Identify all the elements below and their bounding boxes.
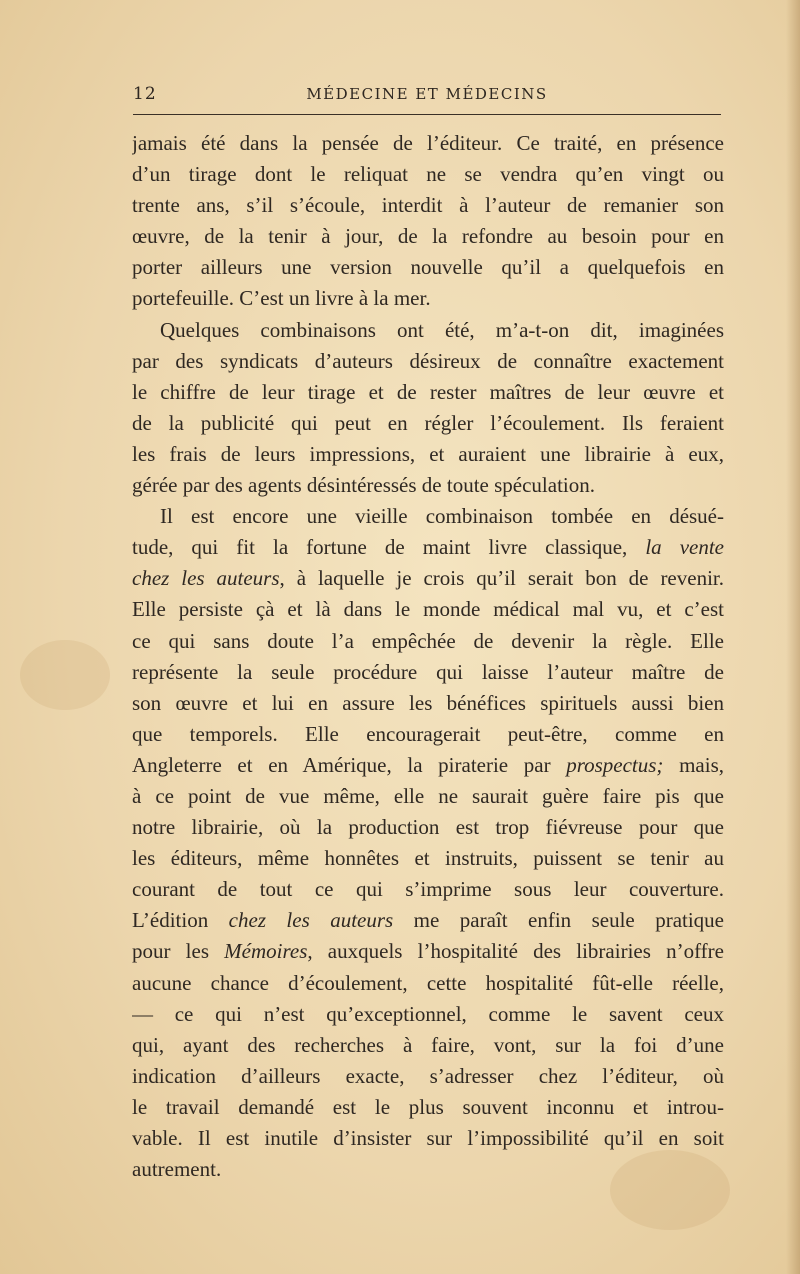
text-line: d’un tirage dont le reliquat ne se vendra qu’en vingt ou	[132, 162, 724, 187]
text-line: chez les auteurs, à laquelle je crois qu’il serait bon de revenir.	[132, 566, 724, 591]
text-line: Quelques combinaisons ont été, m’a-t-on dit, imaginées	[160, 317, 724, 342]
text-line: tude, qui fit la fortune de maint livre classique, la vente	[132, 535, 724, 560]
paper-stain	[20, 640, 110, 710]
italic-phrase: chez les auteurs	[228, 908, 394, 933]
text-line: indication d’ailleurs exacte, s’adresser chez l’éditeur, où	[132, 1063, 724, 1088]
italic-phrase: Mémoires	[224, 939, 308, 964]
text-line: le travail demandé est le plus souvent inconnu et introu-	[132, 1094, 724, 1119]
text-line: pour les Mémoires, auxquels l’hospitalité des librairies n’offre	[132, 939, 724, 964]
text-line: représente la seule procédure qui laisse l’auteur maître de	[132, 659, 724, 684]
text-line: gérée par des agents désintéressés de toute spéculation.	[132, 473, 595, 498]
text-line: trente ans, s’il s’écoule, interdit à l’auteur de remanier son	[132, 193, 724, 218]
text-line: que temporels. Elle encouragerait peut-être, comme en	[132, 721, 724, 746]
text-line: qui, ayant des recherches à faire, vont, sur la foi d’une	[132, 1032, 724, 1057]
text-line: Angleterre et en Amérique, la piraterie par prospectus; mais,	[132, 752, 724, 777]
text-line: Elle persiste çà et là dans le monde médical mal vu, et c’est	[132, 597, 724, 622]
header-rule	[133, 114, 721, 115]
text-line: notre librairie, où la production est trop fiévreuse pour que	[132, 815, 724, 840]
text-line: L’édition chez les auteurs me paraît enfin seule pratique	[132, 908, 724, 933]
text-line: aucune chance d’écoulement, cette hospitalité fût-elle réelle,	[132, 970, 724, 995]
page-number: 12	[133, 84, 157, 104]
text-line: son œuvre et lui en assure les bénéfices spirituels aussi bien	[132, 690, 724, 715]
text-line: porter ailleurs une version nouvelle qu’il a quelquefois en	[132, 255, 724, 280]
text-line: à ce point de vue même, elle ne saurait guère faire pis que	[132, 783, 724, 808]
text-line: courant de tout ce qui s’imprime sous leur couverture.	[132, 877, 724, 902]
page-edge-shadow	[786, 0, 800, 1274]
running-title: MÉDECINE ET MÉDECINS	[306, 85, 548, 103]
text-line: — ce qui n’est qu’exceptionnel, comme le savent ceux	[132, 1001, 724, 1026]
text-line: ce qui sans doute l’a empêchée de devenir la règle. Elle	[132, 628, 724, 653]
text-line: jamais été dans la pensée de l’éditeur. Ce traité, en présence	[132, 131, 724, 155]
text-line: autrement.	[132, 1157, 222, 1182]
text-line: œuvre, de la tenir à jour, de la refondre au besoin pour en	[132, 224, 724, 249]
text-line: portefeuille. C’est un livre à la mer.	[132, 286, 431, 311]
text-line: par des syndicats d’auteurs désireux de connaître exactement	[132, 348, 724, 373]
text-line: de la publicité qui peut en régler l’écoulement. Ils feraient	[132, 410, 724, 435]
text-line: les éditeurs, même honnêtes et instruits, puissent se tenir au	[132, 846, 724, 871]
page-header	[133, 84, 721, 110]
text-line: les frais de leurs impressions, et auraient une librairie à eux,	[132, 441, 724, 466]
italic-phrase: prospectus;	[566, 752, 664, 777]
text-line: vable. Il est inutile d’insister sur l’impossibilité qu’il en soit	[132, 1126, 724, 1150]
text-line: Il est encore une vieille combinaison tombée en désué-	[160, 504, 724, 529]
italic-phrase: chez les auteurs	[132, 566, 280, 591]
text-line: le chiffre de leur tirage et de rester maîtres de leur œuvre et	[132, 379, 724, 404]
body-text	[132, 128, 724, 1185]
italic-phrase: la vente	[645, 535, 724, 560]
